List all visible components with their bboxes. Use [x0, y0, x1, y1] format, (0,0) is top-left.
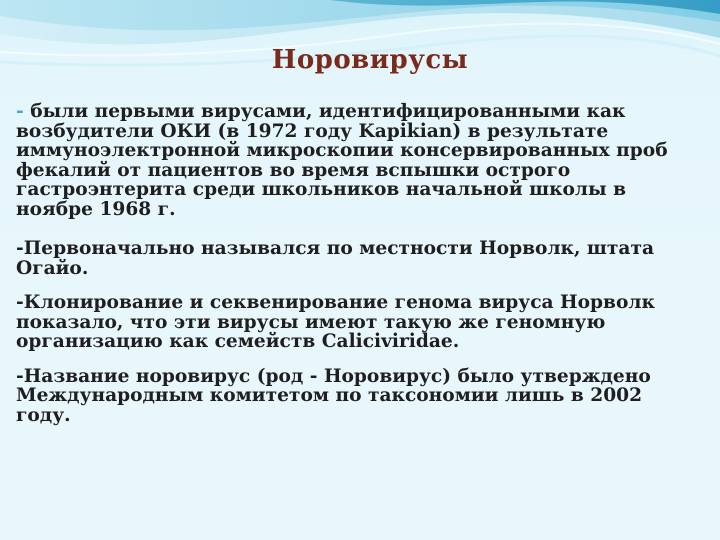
slide-body — [16, 102, 696, 440]
paragraph-2-text: -Первоначально назывался по местности Норволк, штата Огайо. — [16, 238, 655, 279]
page-title: Норовирусы — [271, 45, 469, 75]
paragraph-3 — [16, 293, 696, 352]
paragraph-2 — [16, 239, 696, 278]
paragraph-3-text: -Клонирование и секвенирование генома вируса Норволк показало, что эти вирусы имеют такую же геномную организацию как семейств Caliciviridae. — [16, 292, 655, 352]
paragraph-1 — [16, 102, 696, 219]
paragraph-4 — [16, 367, 696, 426]
paragraph-4-text: -Название норовирус (род - Норовирус) было утверждено Международным комитетом по таксономии лишь в 2002 году. — [16, 365, 651, 426]
paragraph-1-dash: - — [16, 101, 24, 122]
paragraph-1-text: были первыми вирусами, идентифицированными как возбудители ОКИ (в 1972 году Kapikian) в результате иммуноэлектронной микроскопии консервированных проб фекалий от пациентов во время вспышки острого гастроэнтерита среди школьников начальной школы в ноябре 1968 г. — [16, 101, 668, 220]
